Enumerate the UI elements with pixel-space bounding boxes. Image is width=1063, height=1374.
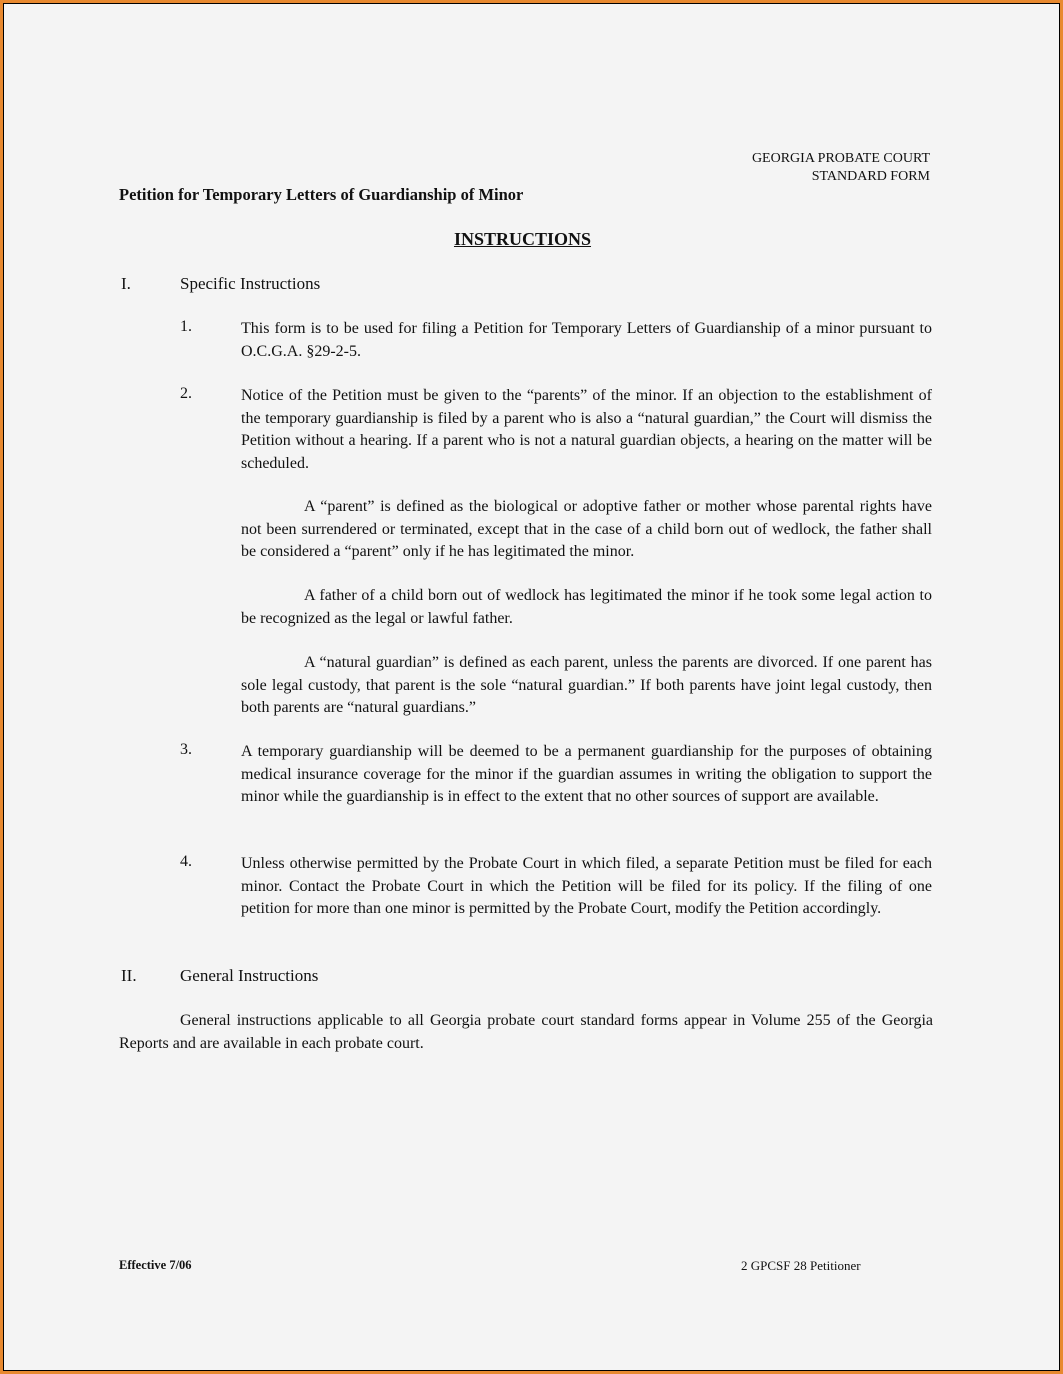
- section-1-title: Specific Instructions: [180, 274, 321, 293]
- section-1-numeral: I.: [121, 274, 131, 293]
- item-4-number: 4.: [180, 853, 192, 870]
- item-3-number: 3.: [180, 741, 192, 758]
- court-name: GEORGIA PROBATE COURT: [751, 151, 930, 166]
- general-instructions-text: General instructions applicable to all Georgia probate court standard forms appear in Volume 255 of the Georgia Reports and are available in each probate court.: [119, 1012, 933, 1052]
- instructions-heading: INSTRUCTIONS: [453, 229, 592, 249]
- section-2-title: General Instructions: [180, 966, 319, 985]
- effective-date: Effective 7/06: [119, 1258, 192, 1272]
- standard-form-label: STANDARD FORM: [811, 169, 930, 184]
- item-4-text: Unless otherwise permitted by the Probate Court in which filed, a separate Petition must be filed for each minor. Contact the Probate Court in which the Petition will be filed for its policy. If the filing of one petition for more than one minor is permitted by the Probate Court, modify the Petition accordingly.: [241, 855, 932, 917]
- form-title: Petition for Temporary Letters of Guardianship of Minor: [119, 185, 524, 204]
- item-3-text: A temporary guardianship will be deemed to be a permanent guardianship for the purposes of obtaining medical insurance coverage for the minor if the guardian assumes in writing the obligation to support the minor while the guardianship is in effect to the extent that no other sources of support are available.: [241, 743, 932, 805]
- item-1-text: This form is to be used for filing a Petition for Temporary Letters of Guardianship of a minor pursuant to O.C.G.A. §29-2-5.: [241, 320, 932, 360]
- item-1-number: 1.: [180, 318, 192, 335]
- legitimation-paragraph: A father of a child born out of wedlock has legitimated the minor if he took some legal action to be recognized as the legal or lawful father.: [241, 587, 932, 627]
- parent-definition-paragraph: A “parent” is defined as the biological or adoptive father or mother whose parental rights have not been surrendered or terminated, except that in the case of a child born out of wedlock, the father shall be considered a “parent” only if he has legitimated the minor.: [241, 498, 932, 560]
- form-identifier: 2 GPCSF 28 Petitioner: [741, 1258, 861, 1273]
- item-2-text: Notice of the Petition must be given to the “parents” of the minor. If an objection to the establishment of the temporary guardianship is filed by a parent who is also a “natural guardian,” the Court will dismiss the Petition without a hearing. If a parent who is not a natural guardian objects, a hearing on the matter will be scheduled.: [241, 387, 932, 472]
- section-2-numeral: II.: [121, 966, 137, 985]
- court-header: [752, 150, 930, 186]
- item-2-number: 2.: [180, 385, 192, 402]
- natural-guardian-paragraph: A “natural guardian” is defined as each parent, unless the parents are divorced. If one parent has sole legal custody, that parent is the sole “natural guardian.” If both parents have joint legal custody, then both parents are “natural guardians.”: [241, 654, 932, 716]
